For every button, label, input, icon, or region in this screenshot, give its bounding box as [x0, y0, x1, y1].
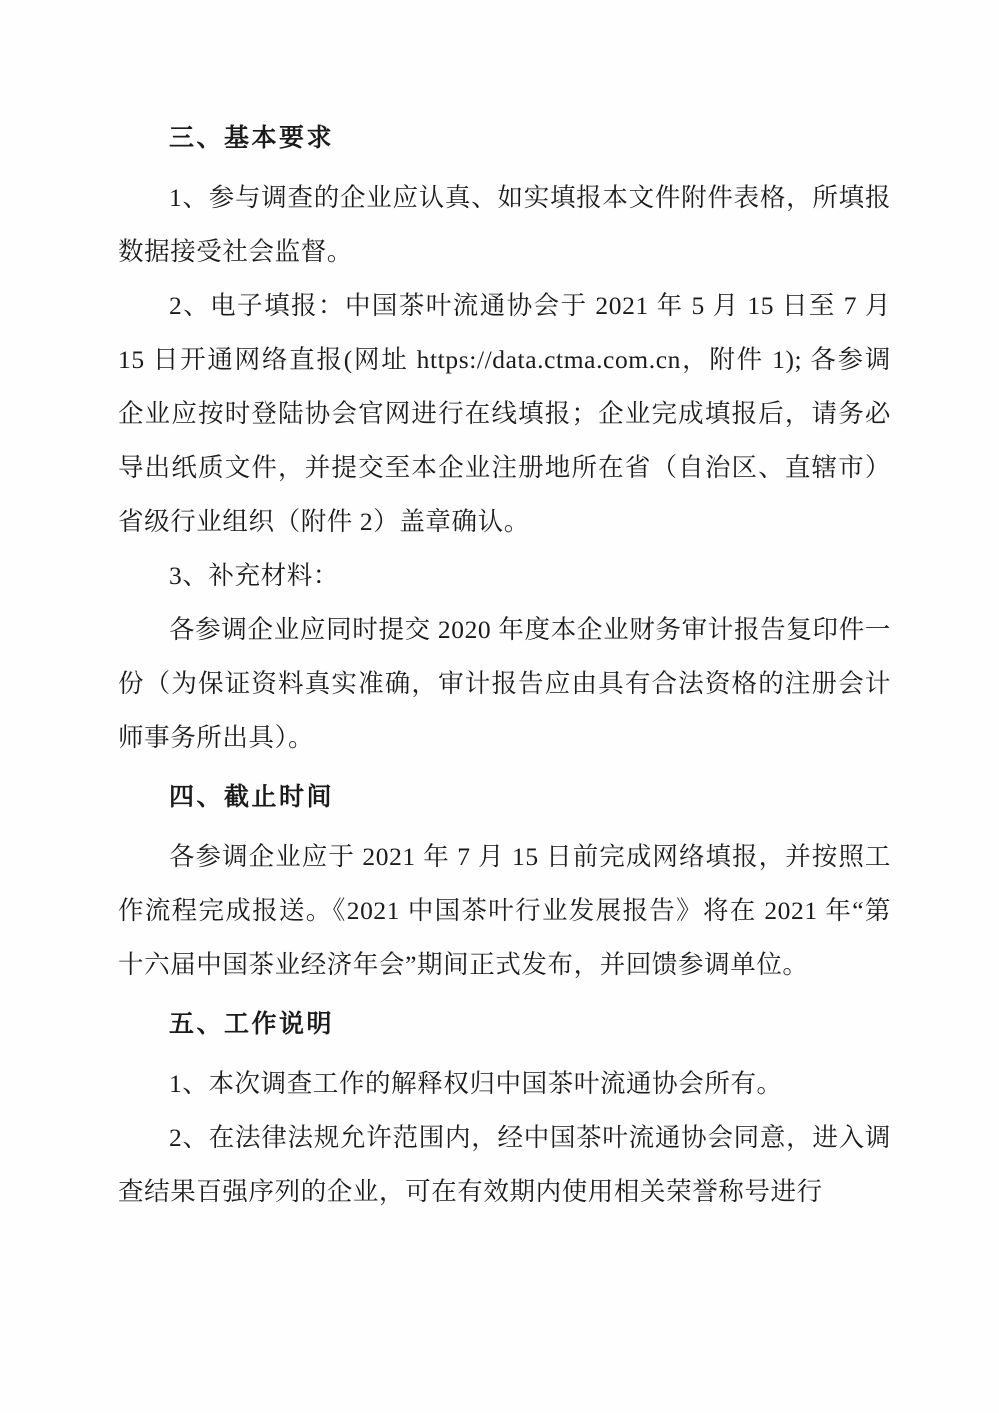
- paragraph-work-note-1: 1、本次调查工作的解释权归中国茶叶流通协会所有。: [169, 1069, 783, 1098]
- paragraph-requirement-2: 2、电子填报：中国茶叶流通协会于 2021 年 5 月 15 日至 7 月 15 日开通网络直报(网址 https://data.ctma.com.cn，附件 1); 各参调企业应按时登陆协会官网进行在线填报；企业完成填报后，请务必导出纸质文件，并提交至本企业注册地所在省（自治区、直辖市）省级行业组织（附件 2）盖章确认。: [118, 291, 891, 536]
- document-body: [118, 112, 891, 1219]
- paragraph-work-note-2: 2、在法律法规允许范围内，经中国茶叶流通协会同意，进入调查结果百强序列的企业，可在有效期内使用相关荣誉称号进行: [118, 1123, 891, 1206]
- paragraph-requirement-3-detail: 各参调企业应同时提交 2020 年度本企业财务审计报告复印件一份（为保证资料真实准确，审计报告应由具有合法资格的注册会计师事务所出具）。: [118, 615, 891, 752]
- section-heading-deadline: 四、截止时间: [169, 784, 335, 811]
- section-heading-work-notes: 五、工作说明: [169, 1011, 335, 1038]
- paragraph-requirement-3: 3、补充材料：: [169, 561, 339, 590]
- paragraph-requirement-1: 1、参与调查的企业应认真、如实填报本文件附件表格，所填报数据接受社会监督。: [118, 183, 891, 266]
- paragraph-deadline-1: 各参调企业应于 2021 年 7 月 15 日前完成网络填报，并按照工作流程完成报送。《2021 中国茶叶行业发展报告》将在 2021 年“第十六届中国茶业经济年会”期间正式发布，并回馈参调单位。: [118, 842, 891, 979]
- section-heading-basic-requirements: 三、基本要求: [169, 125, 335, 152]
